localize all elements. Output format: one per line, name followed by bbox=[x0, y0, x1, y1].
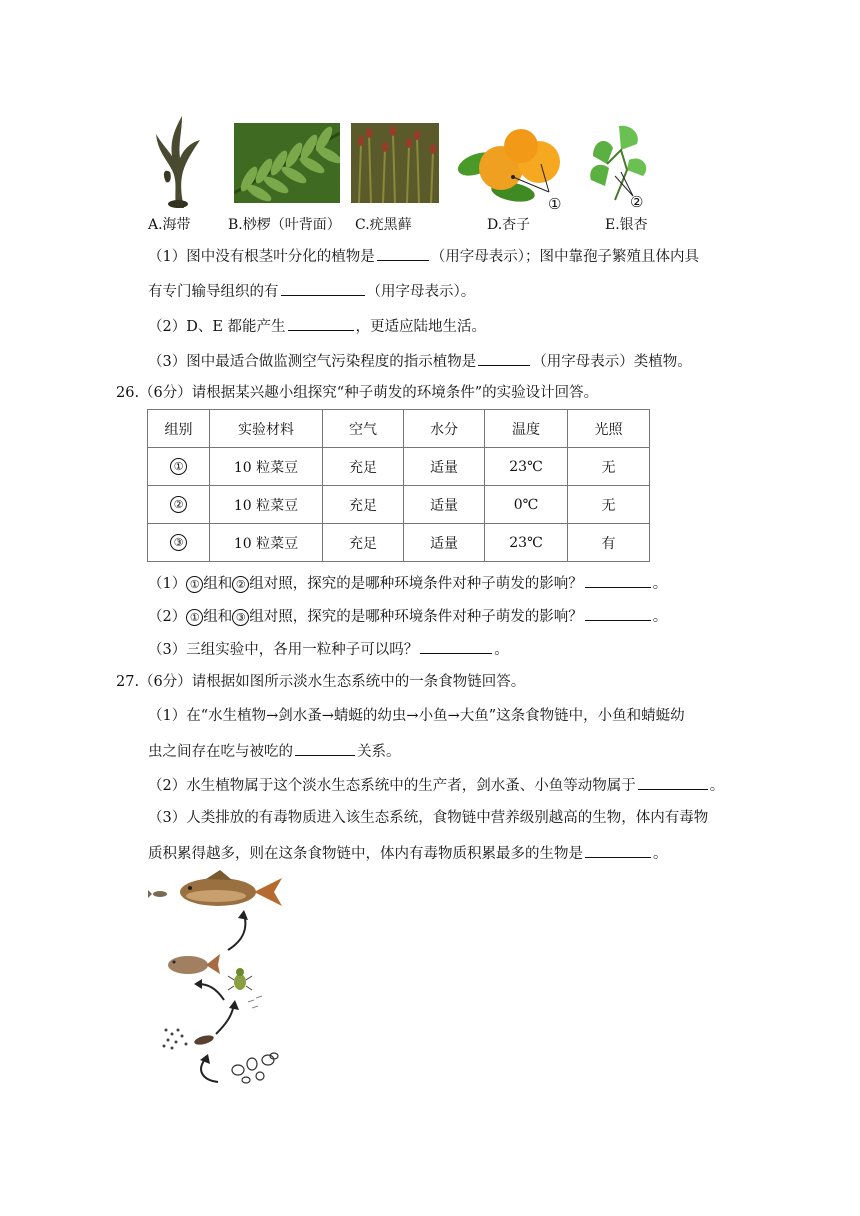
q27-sub3-line2: 质积累得越多，则在这条食物链中，体内有毒物质积累最多的生物是 。 bbox=[148, 843, 668, 864]
plant-label-b: B.桫椤（叶背面） bbox=[228, 217, 341, 233]
answer-blank[interactable] bbox=[377, 246, 429, 261]
table-cell: 23℃ bbox=[485, 448, 568, 486]
table-cell: 有 bbox=[568, 524, 650, 562]
q25-sub1-line1: （1）图中没有根茎叶分化的植物是 （用字母表示）；图中靠孢子繁殖且体内具 bbox=[148, 246, 699, 267]
pointer-mark-1: ① bbox=[548, 195, 562, 213]
q27-sub1-line2: 虫之间存在吃与被吃的 关系。 bbox=[148, 741, 401, 762]
table-cell: ③ bbox=[148, 524, 210, 562]
plant-label-c: C.疣黑藓 bbox=[355, 217, 412, 233]
table-cell: 充足 bbox=[323, 524, 404, 562]
ginkgo-image bbox=[585, 120, 657, 208]
answer-blank[interactable] bbox=[638, 775, 708, 790]
q26-stem: 26.（6分）请根据某兴趣小组探究“种子萌发的环境条件”的实验设计回答。 bbox=[116, 385, 599, 401]
food-chain-diagram bbox=[148, 870, 288, 1090]
table-header-cell: 实验材料 bbox=[210, 410, 323, 448]
copepod-dots-icon bbox=[163, 1029, 188, 1050]
table-cell: 23℃ bbox=[485, 524, 568, 562]
q25-sub2: （2）D、E 都能产生 ，更适应陆地生活。 bbox=[148, 316, 486, 337]
fern-frond-image bbox=[234, 123, 340, 203]
answer-blank[interactable] bbox=[585, 573, 651, 588]
q27-sub3-line1: （3）人类排放的有毒物质进入该生态系统，食物链中营养级别越高的生物，体内有毒物 bbox=[148, 810, 709, 826]
q27-sub2: （2）水生植物属于这个淡水生态系统中的生产者，剑水蚤、小鱼等动物属于 。 bbox=[148, 775, 724, 796]
small-fish-icon bbox=[168, 954, 220, 974]
table-row bbox=[148, 448, 650, 486]
table-header-cell: 光照 bbox=[568, 410, 650, 448]
table-header-row bbox=[148, 410, 650, 448]
table-header-cell: 温度 bbox=[485, 410, 568, 448]
q26-sub3: （3）三组实验中，各用一粒种子可以吗？ 。 bbox=[148, 639, 509, 660]
water-flea-icon bbox=[193, 1034, 214, 1047]
table-cell: 充足 bbox=[323, 486, 404, 524]
aquatic-plant-icon bbox=[232, 1053, 278, 1083]
experiment-table bbox=[147, 409, 650, 562]
answer-blank[interactable] bbox=[585, 606, 651, 621]
q26-sub2: （2） ① 组和 ③ 组对照，探究的是哪种环境条件对种子萌发的影响？ 。 bbox=[148, 606, 667, 627]
plant-label-a: A.海带 bbox=[148, 217, 191, 233]
plant-label-d: D.杏子 bbox=[487, 217, 531, 233]
q25-sub1-line2: 有专门输导组织的有 （用字母表示）。 bbox=[148, 281, 475, 302]
answer-blank[interactable] bbox=[420, 639, 492, 654]
table-row bbox=[148, 524, 650, 562]
table-cell: 适量 bbox=[404, 448, 485, 486]
table-cell: 0℃ bbox=[485, 486, 568, 524]
table-cell: 充足 bbox=[323, 448, 404, 486]
answer-blank[interactable] bbox=[288, 316, 354, 331]
table-cell: 10 粒菜豆 bbox=[210, 524, 323, 562]
plant-label-e: E.银杏 bbox=[605, 217, 648, 233]
kelp-image bbox=[148, 112, 204, 210]
q25-sub3: （3）图中最适合做监测空气污染程度的指示植物是 （用字母表示）类植物。 bbox=[148, 351, 692, 372]
table-cell: 适量 bbox=[404, 486, 485, 524]
dragonfly-larva-icon bbox=[228, 968, 252, 990]
big-fish-icon bbox=[180, 870, 282, 906]
pointer-mark-2: ② bbox=[630, 193, 644, 211]
table-cell: 无 bbox=[568, 486, 650, 524]
table-cell: 无 bbox=[568, 448, 650, 486]
answer-blank[interactable] bbox=[585, 843, 651, 858]
table-cell: 适量 bbox=[404, 524, 485, 562]
table-cell: 10 粒菜豆 bbox=[210, 486, 323, 524]
tiny-fish-icon bbox=[148, 890, 167, 898]
table-header-cell: 组别 bbox=[148, 410, 210, 448]
table-cell: ② bbox=[148, 486, 210, 524]
answer-blank[interactable] bbox=[281, 281, 365, 296]
table-header-cell: 空气 bbox=[323, 410, 404, 448]
answer-blank[interactable] bbox=[295, 741, 355, 756]
table-cell: 10 粒菜豆 bbox=[210, 448, 323, 486]
q27-sub1-line1: （1）在“水生植物→剑水蚤→蜻蜓的幼虫→小鱼→大鱼”这条食物链中，小鱼和蜻蜓幼 bbox=[148, 708, 685, 724]
answer-blank[interactable] bbox=[478, 351, 530, 366]
moss-image bbox=[351, 123, 439, 203]
table-header-cell: 水分 bbox=[404, 410, 485, 448]
q27-stem: 27.（6分）请根据如图所示淡水生态系统中的一条食物链回答。 bbox=[116, 674, 526, 690]
table-row bbox=[148, 486, 650, 524]
table-cell: ① bbox=[148, 448, 210, 486]
q26-sub1: （1） ① 组和 ② 组对照，探究的是哪种环境条件对种子萌发的影响？ 。 bbox=[148, 573, 667, 594]
